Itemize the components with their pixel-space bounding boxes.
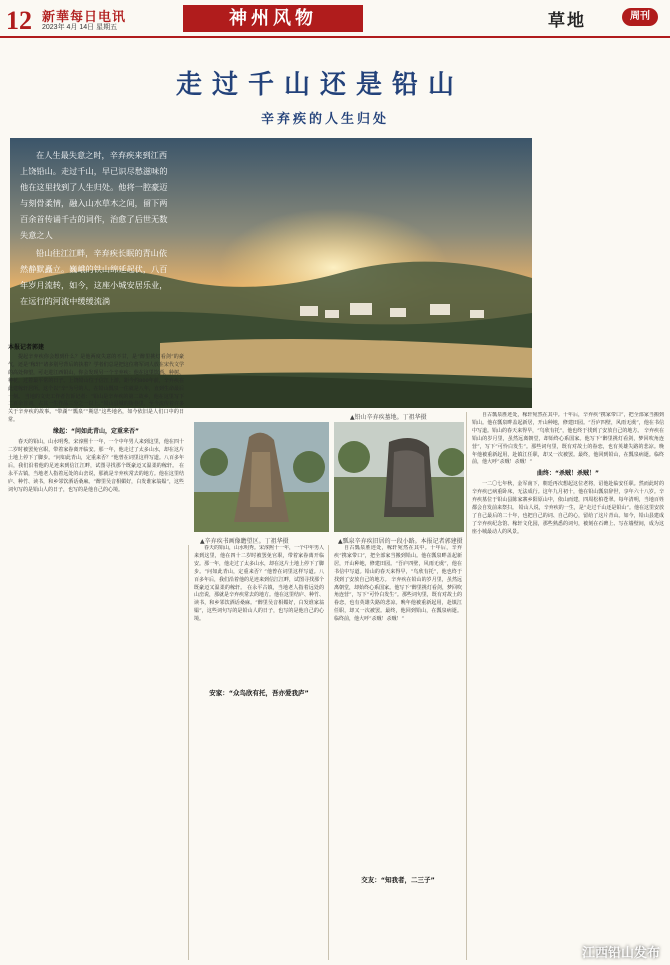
column-divider bbox=[328, 545, 329, 960]
section-head: 交友：“知我者，二三子” bbox=[334, 875, 462, 884]
issue-date: 2023年 4月 14日 星期五 bbox=[42, 24, 118, 31]
column-paragraph: 提起辛弃疾你会想到什么？是他两度失意的不甘，是“醉里挑灯看剑”的豪气，还是“稼轩”诸多别号背后的执着？学者们总是把这位将军词人放在宋代文学的高处仰望，可走进江西铅山，你会发现另一个辛弃疾：他在这里饮酒、种树、种花，过着最平常的日子。上饶铅山位于信江上游，距今约800年前，辛弃疾在此建稼轩居所。这个以“辛”为号的人，在铅山瓢泉一住就是八年，直到生命最后一刻。 当地的文史工作者告诉记者：“铅山是辛弃疾的第二故乡，他在这里写下二百余首词，占其一生作品三分之一以上。”铅山县城的街巷里，至今流传着许多关于辛弃疾的故事。“带湖”“瓢泉”“期思”这些地名，如今依旧是人们口中的日常。 bbox=[8, 354, 184, 424]
text-column-1-body bbox=[8, 342, 184, 960]
column-paragraph: 春天的铅山，山水明秀。宋淳熙十一年，一个中年男人来到这里，他在四十二岁时被罢免官职，带着家眷离开临安。那一年，他走过了太多山水，却在这片土地上停下了脚步。“问如此青山，定重来否？”他曾在词里这样写道。八百多年后，我们沿着他的足迹来到信江江畔，试图寻找那个既豪迈又温柔的稼轩。 在永平古镇，当地老人指着远处的山峦说，那就是辛弃疾常去的地方。他在这里结庐、种竹、读书，和乡邻饮酒话桑麻。“醉里吴音相媚好，白发谁家翁媪”，这些词句写的是铅山人的日子，也写的是他自己的心境。 bbox=[194, 545, 324, 623]
section-head: 曲终：“杀贼！杀贼！” bbox=[537, 470, 599, 478]
section-head: 缘起：“问如此青山，定重来否” bbox=[53, 428, 139, 436]
column-divider bbox=[466, 412, 467, 960]
weekly-logo: 草地 bbox=[548, 11, 586, 31]
text-column-4 bbox=[472, 412, 664, 960]
section-banner: 神州风物 bbox=[183, 5, 363, 32]
intro-paragraph: 铅山往江江畔，辛弃疾长眠的青山依然静默矗立。巍峨的铁山绵延起伏，八百年岁月流转，如今，这座小城安居乐业，在远行的河流中缓缓流淌 bbox=[20, 248, 168, 306]
intro-text bbox=[20, 147, 175, 311]
column-divider bbox=[188, 545, 189, 960]
column-paragraph: 自古瓢泉胜迹处，稼轩宛然在其中。十年后，辛弃疾“携家带口”，把全部家当搬到铅山。他在瓢泉畔盖起新居，开山种地，修建田园。“吾庐四壁，风雨无虞”，他在书信中写道。铅山的春天来得早，“鸟欣有托”，他也终于找到了安放自己的地方。 辛弃疾在铅山的岁月里，虽然远离朝堂，却始终心系国家。他写下“醉里挑灯看剑，梦回吹角连营”，写下“可怜白发生”。那些词句里，既有对故土的眷恋，也有英雄失路的悲凉。晚年他被重新起用，赴镇江任职，却又一次被罢。最终，他回到铅山，在瓢泉病逝。临终前，他大呼“杀贼！杀贼！” bbox=[472, 412, 664, 466]
photo-caption: ▲铅山辛弃疾墓地。丁祖华摄 bbox=[350, 414, 427, 421]
author-label: 本报记者郭建 bbox=[8, 344, 45, 351]
article-headline: 走过千山还是铅山 bbox=[175, 70, 464, 100]
paper-name: 新華每日电讯 bbox=[42, 9, 127, 24]
weekly-tag: 周刊 bbox=[622, 8, 658, 26]
text-column-3 bbox=[334, 545, 462, 960]
text-column-2 bbox=[194, 545, 324, 960]
column-paragraph: 自古瓢泉胜迹处，稼轩宛然在其中。十年后，辛弃疾“携家带口”，把全部家当搬到铅山。他在瓢泉畔盖起新居，开山种地，修建田园。“吾庐四壁，风雨无虞”，他在书信中写道。铅山的春天来得早，“鸟欣有托”，他也终于找到了安放自己的地方。 辛弃疾在铅山的岁月里，虽然远离朝堂，却始终心系国家。他写下“醉里挑灯看剑，梦回吹角连营”，写下“可怜白发生”。那些词句里，既有对故土的眷恋，也有英雄失路的悲凉。晚年他被重新起用，赴镇江任职，却又一次被罢。最终，他回到铅山，在瓢泉病逝。临终前，他大呼“杀贼！杀贼！” bbox=[334, 545, 462, 623]
article-subheadline: 辛弃疾的人生归处 bbox=[260, 112, 389, 127]
masthead-rule bbox=[0, 36, 670, 38]
stele-photo bbox=[194, 422, 329, 532]
masthead bbox=[0, 0, 670, 38]
photo-caption: ▲瓢泉辛弃疾旧居的一段小路。本报记者郭建摄 bbox=[338, 538, 463, 545]
watermark: 江西铅山发布 bbox=[581, 946, 660, 961]
page-number: 12 bbox=[6, 6, 32, 35]
column-paragraph: 一二〇七年秋，金军南下，朝廷再次想起这位老将，诏他赴临安任职。然而此时的辛弃疾已病重卧床，无法成行。这年九月初十，他在铅山瓢泉辞世，享年六十八岁。辛弃疾墓位于铅山县陈家寨乡阳原山中，依山而建，四周松柏苍翠。每年清明，当地百姓都会自发前来祭扫。 铅山人说，辛弃疾的一生，是“走过千山还是铅山”。他在这里安放了自己最后的二十年，也把自己的词、自己的心，留给了这片青山。如今，铅山县建成了辛弃疾纪念馆、稼轩文化园，那些熟悉的词句，被刻在石碑上、写在墙壁间，成为这座小城最动人的风景。 bbox=[472, 481, 664, 535]
path-photo bbox=[334, 422, 464, 532]
intro-paragraph: 在人生最失意之时，辛弃疾来到江西上饶铅山。走过千山，早已识尽愁滋味的他在这里找到了人生归处。他将一腔豪迈与刻骨柔情，融入山水草木之间，留下两百余首传诵千古的词作，治愈了后世无数失意之人 bbox=[20, 150, 168, 240]
column-paragraph: 春天的铅山，山水明秀。宋淳熙十一年，一个中年男人来到这里，他在四十二岁时被罢免官职，带着家眷离开临安。那一年，他走过了太多山水，却在这片土地上停下了脚步。“问如此青山，定重来否？”他曾在词里这样写道。八百多年后，我们沿着他的足迹来到信江江畔，试图寻找那个既豪迈又温柔的稼轩。 在永平古镇，当地老人指着远处的山峦说，那就是辛弃疾常去的地方。他在这里结庐、种竹、读书，和乡邻饮酒话桑麻。“醉里吴音相媚好，白发谁家翁媪”，这些词句写的是铅山人的日子，也写的是他自己的心境。 bbox=[8, 439, 184, 493]
section-head: 安家：“众鸟欣有托，吾亦爱我庐” bbox=[194, 688, 324, 697]
photo-caption: ▲辛弃疾书画像瞻望区。丁祖华摄 bbox=[200, 538, 289, 545]
